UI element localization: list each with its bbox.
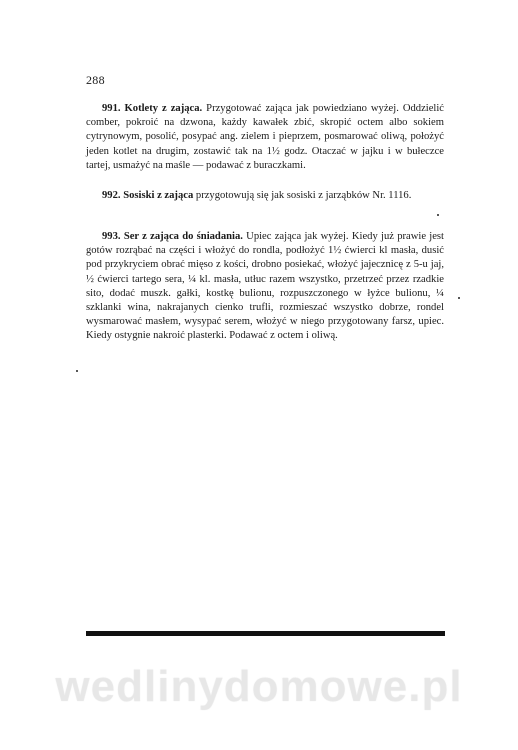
recipe-992 bbox=[86, 189, 444, 203]
page-number: 288 bbox=[86, 73, 105, 87]
print-speck bbox=[458, 297, 460, 299]
recipe-number: 991. bbox=[102, 103, 121, 114]
recipe-991 bbox=[86, 102, 444, 173]
recipe-body: Upiec zająca jak wyżej. Kiedy już prawie jest gotów rozrąbać na części i włożyć do rondla, podłożyć 1½ ćwierci kl masła, dusić pod przykryciem obrać mięso z kości, drobno posiekać, włożyć jajecznicę z 5-u jaj, ½ ćwierci tartego sera, ¼ kl. masła, utłuc razem wszystko, przetrzeć przez rzadkie sito, dodać muszk. gałki, kostkę bulionu, rozpuszczonego w łyżce bulionu, ¼ szklanki wina, nakrajanych cienko trufli, rozmieszać wszystko dobrze, rondel wysmarować masłem, wysypać serem, włożyć w niego przygotowany farsz, upiec. Kiedy ostygnie nakroić plasterki. Podawać z octem i oliwą. bbox=[86, 231, 444, 342]
watermark-text: wedlinydomowe.pl bbox=[55, 662, 463, 711]
recipe-number: 992. bbox=[102, 190, 121, 201]
recipe-title: Ser z zająca do śniadania. bbox=[123, 231, 243, 242]
recipe-title: Sosiski z zająca bbox=[123, 190, 194, 201]
recipe-body: przygotowują się jak sosiski z jarząbków Nr. 1116. bbox=[193, 190, 412, 201]
print-speck bbox=[76, 370, 78, 372]
print-speck bbox=[437, 214, 439, 216]
recipe-title: Kotlety z zająca. bbox=[124, 103, 203, 114]
recipe-body: Przygotować zająca jak powiedziano wyżej. Oddzielić comber, pokroić na dzwona, każdy kawałek zbić, skropić octem albo sokiem cytrynowym, posolić, posypać ang. zielem i pieprzem, posmarować oliwą, położyć jeden kotlet na drugim, zostawić tak na 1½ godz. Otaczać w jajku i w bułeczce tartej, usmażyć na maśle — podawać z buraczkami. bbox=[86, 103, 445, 171]
bottom-rule bbox=[86, 631, 445, 636]
recipe-number: 993. bbox=[102, 231, 121, 242]
recipe-993 bbox=[86, 230, 444, 344]
